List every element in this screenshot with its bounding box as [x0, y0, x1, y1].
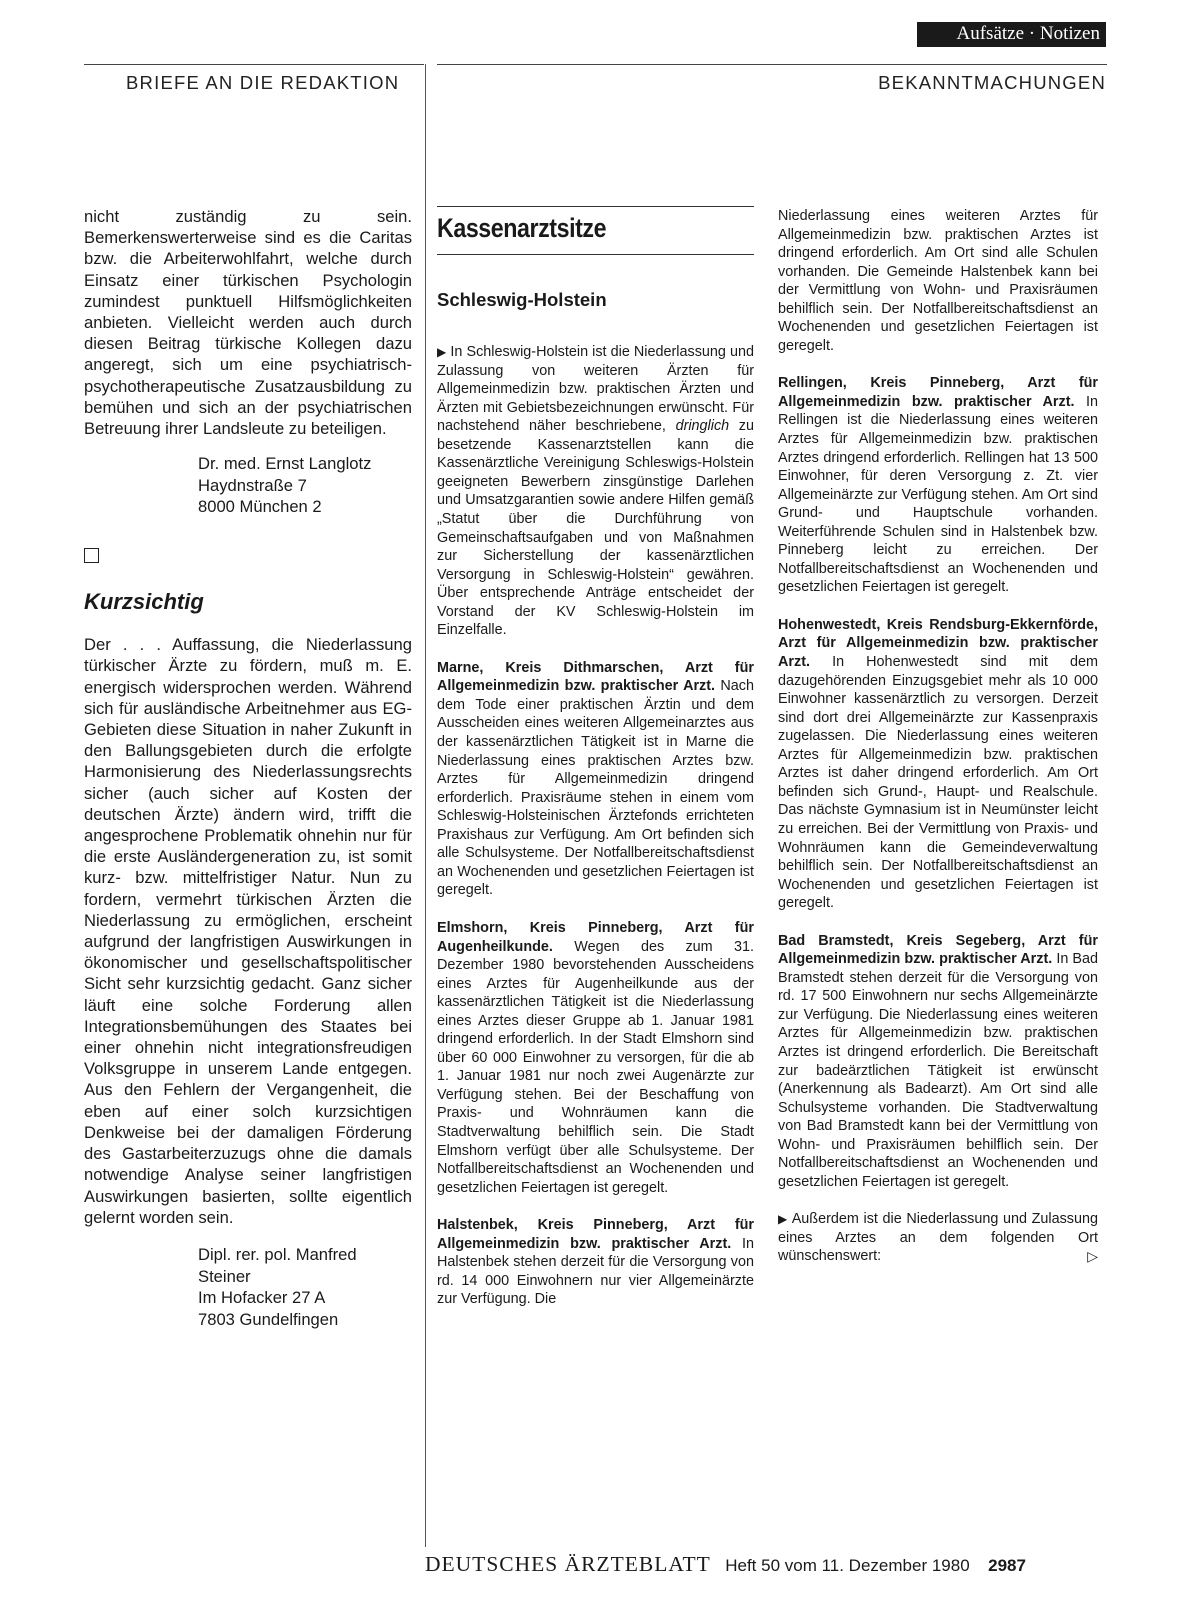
notice-elmshorn-heading: Elmshorn, Kreis Pinneberg, Arzt für Augenheilkunde. [437, 919, 754, 955]
intro-text-pre: In Schleswig-Holstein ist die Niederlassung und Zulassung von weiteren Ärzten für Allgemeinmedizin bzw. praktischen Ärzten und Ärzten mit Gebietsbezeichnungen erwünscht. Für nachstehend näher beschriebene, [437, 344, 755, 435]
signature-2 [198, 1244, 412, 1330]
outro-paragraph [778, 1210, 1098, 1266]
notice-rellingen-text: In Rellingen ist die Niederlassung eines weiteren Arztes für Allgemeinmedizin bzw. praktischen Arztes dringend erforderlich. Rellingen hat 13 500 Einwohner, für deren Versorgung z. Zt. vier Allgemeinärzte zur Verfügung stehen. Am Ort sind Grund- und Hauptschule vorhanden. Weiterführende Schulen sind in Halstenbek bzw. Pinneberg leicht zu erreichen. Der Notfallbereitschaftsdienst an Wochenenden und gesetzlichen Feiertagen ist geregelt. [778, 393, 1099, 596]
notice-marne [437, 659, 754, 900]
letter-paragraph-2: Der . . . Auffassung, die Niederlassung türkischer Ärzte zu fördern, muß m. E. energisch widersprochen werden. Während sich für ausländische Arbeitnehmer aus EG-Gebieten diese Situation in naher Zukunft in den Ballungsgebieten durch die erfolgte Harmonisierung des Niederlassungsrechts sicher (auch sicher auf Kosten der deutschen Ärzte) ändern wird, trifft die angesprochene Problematik ohnehin nur für die erste Ausländergeneration zu, ist somit kurz- bzw. mittelfristiger Natur. Nun zu fordern, vermehrt türkischen Ärzten die Niederlassung zu ermöglichen, erscheint aufgrund der langfristigen Auswirkungen in ökonomischer und gesellschaftspolitischer Sicht sehr kurzsichtig gedacht. Ganz sicher läuft eine solche Forderung allen Integrationsbemühungen des Staates bei einer ohnehin nicht integrationsfreudigen Volksgruppe in unserem Lande entgegen. Aus den Fehlern der Vergangenheit, die eben auf einer solch kurzsichtigen Denkweise bei der damaligen Förderung des Gastarbeiterzuzugs ohne die damals notwendige Analyse seiner langfristigen Auswirkungen basierten, sollte eigentlich gelernt worden sein. [84, 635, 412, 1227]
arrow-right-icon: ▶ [778, 1212, 788, 1227]
notice-bad-bramstedt-text: In Bad Bramstedt stehen derzeit für die Versorgung von rd. 17 500 Einwohnern nur sechs Allgemeinärzte zur Verfügung. Die Niederlassung eines weiteren Arztes für Allgemeinmedizin bzw. praktischen Arztes ist dringend erforderlich. Die Bereitschaft zur badeärztlichen Tätigkeit ist erwünscht (Anerkennung als Badearzt). Am Ort sind alle Schulsysteme vorhanden. Die Stadtverwaltung von Bad Bramstedt kann bei der Vermittlung von Wohn- und Praxisräumen behilflich sein. Der Notfallbereitschaftsdienst an Wochenenden und gesetzlichen Feiertagen ist geregelt. [778, 951, 1099, 1190]
intro-text-post: zu besetzende Kassenarztstellen kann die Kassenärztliche Vereinigung Schleswigs-Holstein geeigneten Bewerbern zinsgünstige Darlehen und Umsatzgarantien sowie andere Hilfen gemäß „Statut über die Durchführung von Gemeinschaftsaufgaben und von Maßnahmen zur Sicherstellung der kassenärztlichen Versorgung in Schleswig-Holstein“ gewähren. Über entsprechende Anträge entscheidet der Vorstand der KV Schleswig-Holstein im Einzelfalle. [437, 418, 754, 639]
column-divider [425, 64, 426, 1547]
notice-marne-text: Nach dem Tode einer praktischen Ärztin und dem Ausscheiden eines weiteren Allgemeinarztes aus der kassenärztlichen Tätigkeit ist in Marne die Niederlassung eines praktischen Arztes bzw. Arztes für Allgemeinmedizin dringend erforderlich. Praxisräume stehen in einem vom Schleswig-Holsteinischen Ärztefonds errichteten Praxishaus zur Verfügung. Am Ort befinden sich alle Schulsysteme. Der Notfallbereitschaftsdienst an Wochenenden und gesetzlichen Feiertagen ist geregelt. [437, 678, 754, 899]
outro-text: Außerdem ist die Niederlassung und Zulassung eines Arztes an dem folgenden Ort wünschenswert: [778, 1211, 1098, 1265]
notices-column-1 [437, 206, 754, 1309]
notice-hohenwestedt-heading: Hohenwestedt, Kreis Rendsburg-Ekkernförde, Arzt für Allgemeinmedizin bzw. praktischer Arzt. [778, 616, 1098, 671]
notice-halstenbek-heading: Halstenbek, Kreis Pinneberg, Arzt für Allgemeinmedizin bzw. praktischer Arzt. [437, 1217, 754, 1252]
letter-paragraph-1: nicht zuständig zu sein. Bemerkenswerterweise sind es die Caritas bzw. die Arbeiterwohlfahrt, welche durch Einsatz einer türkischen Psychologin zumindest punktuell Hilfsmöglichkeiten anbieten. Vielleicht werden auch durch diesen Beitrag türkische Kollegen dazu angeregt, sich um eine psychiatrisch-psychotherapeutische Zusatzausbildung zu bemühen und sich an der psychiatrischen Betreuung ihrer Landsleute zu beteiligen. [84, 207, 412, 439]
journal-name: DEUTSCHES ÄRZTEBLATT [425, 1552, 711, 1576]
top-rule-right [437, 64, 1107, 65]
notice-hohenwestedt-text: In Hohenwestedt sind mit dem dazugehörenden Einzugsgebiet mehr als 10 000 Einwohner kassenärztlich zu versorgen. Derzeit sind dort drei Allgemeinärzte zur Kassenpraxis zugelassen. Die Niederlassung eines weiteren Arztes für Allgemeinmedizin bzw. praktischen Arztes ist daher dringend erforderlich. Am Ort befinden sich Grund-, Haupt- und Realschule. Das nächste Gymnasium ist in Neumünster leicht zu erreichen. Bei der Vermittlung von Praxis- und Wohnräumen kann die Gemeindeverwaltung behilflich sein. Der Notfallbereitschaftsdienst an Wochenenden und gesetzlichen Feiertagen ist geregelt. [778, 654, 1098, 912]
notices-column-2 [778, 207, 1098, 1266]
page-number: 2987 [988, 1556, 1026, 1575]
signature-1 [198, 453, 412, 518]
notice-hohenwestedt [778, 616, 1098, 913]
notices-title: Kassenarztsitze [437, 213, 607, 243]
section-badge: Aufsätze · Notizen [917, 22, 1107, 47]
top-rule-left [84, 64, 424, 65]
notice-rellingen-heading: Rellingen, Kreis Pinneberg, Arzt für Allgemeinmedizin bzw. praktischer Arzt. [778, 375, 1098, 410]
intro-emphasis: dringlich [675, 418, 730, 435]
notice-marne-heading: Marne, Kreis Dithmarschen, Arzt für Allgemeinmedizin bzw. praktischer Arzt. [437, 659, 754, 695]
intro-paragraph [437, 343, 754, 640]
page-footer [425, 1552, 1026, 1577]
region-heading: Schleswig-Holstein [437, 288, 607, 310]
signature-1-city: 8000 München 2 [198, 497, 322, 517]
signature-1-street: Haydnstraße 7 [198, 475, 307, 495]
notice-elmshorn [437, 919, 754, 1197]
notice-halstenbek-text: In Halstenbek stehen derzeit für die Versorgung von rd. 14 000 Einwohnern nur vier Allgemeinärzte zur Verfügung. Die [437, 1235, 755, 1308]
signature-1-name: Dr. med. Ernst Langlotz [198, 454, 372, 474]
signature-2-street: Im Hofacker 27 A [198, 1288, 326, 1308]
end-of-letter-square-icon [84, 548, 99, 563]
letters-column [84, 206, 412, 1330]
section-heading-notices: BEKANNTMACHUNGEN [878, 72, 1106, 93]
signature-2-city: 7803 Gundelfingen [198, 1309, 339, 1329]
notice-halstenbek-continued: Niederlassung eines weiteren Arztes für Allgemeinmedizin bzw. praktischen Arztes ist dringend erforderlich. Am Ort sind alle Schulen vorhanden. Die Gemeinde Halstenbek kann bei der Vermittlung von Wohn- und Praxisräumen behilflich sein. Der Notfallbereitschaftsdienst an Wochenenden und gesetzlichen Feiertagen ist geregelt. [778, 208, 1098, 354]
section-heading-letters: BRIEFE AN DIE REDAKTION [126, 72, 400, 93]
continued-triangle-icon: ▷ [1087, 1248, 1098, 1265]
notice-elmshorn-text: Wegen des zum 31. Dezember 1980 bevorstehenden Ausscheidens eines Arztes für Augenheilkunde aus der kassenärztlichen Tätigkeit ist die Niederlassung eines Arztes dieser Gruppe ab 1. Januar 1981 dringend erforderlich. In der Stadt Elmshorn sind über 60 000 Einwohner zu versorgen, für die ab 1. Januar 1981 nur noch zwei Augenärzte zur Verfügung stehen. Bei der Beschaffung von Praxis- und Wohnräumen kann die Stadtverwaltung behilflich sein. Die Stadt Elmshorn verfügt über alle Schulsysteme. Der Notfallbereitschaftsdienst an Wochenenden und gesetzlichen Feiertagen ist geregelt. [437, 938, 755, 1196]
notice-rellingen [778, 374, 1098, 597]
title-rule-bottom [437, 254, 754, 255]
signature-2-name: Dipl. rer. pol. Manfred Steiner [198, 1244, 357, 1286]
issue-info: Heft 50 vom 11. Dezember 1980 [725, 1556, 970, 1575]
notice-bad-bramstedt [778, 932, 1098, 1192]
arrow-right-icon: ▶ [437, 345, 447, 360]
notice-halstenbek [437, 1216, 754, 1309]
notice-bad-bramstedt-heading: Bad Bramstedt, Kreis Segeberg, Arzt für Allgemeinmedizin bzw. praktischer Arzt. [778, 932, 1098, 968]
letter-title: Kurzsichtig [84, 589, 204, 615]
title-rule-top [437, 206, 754, 207]
